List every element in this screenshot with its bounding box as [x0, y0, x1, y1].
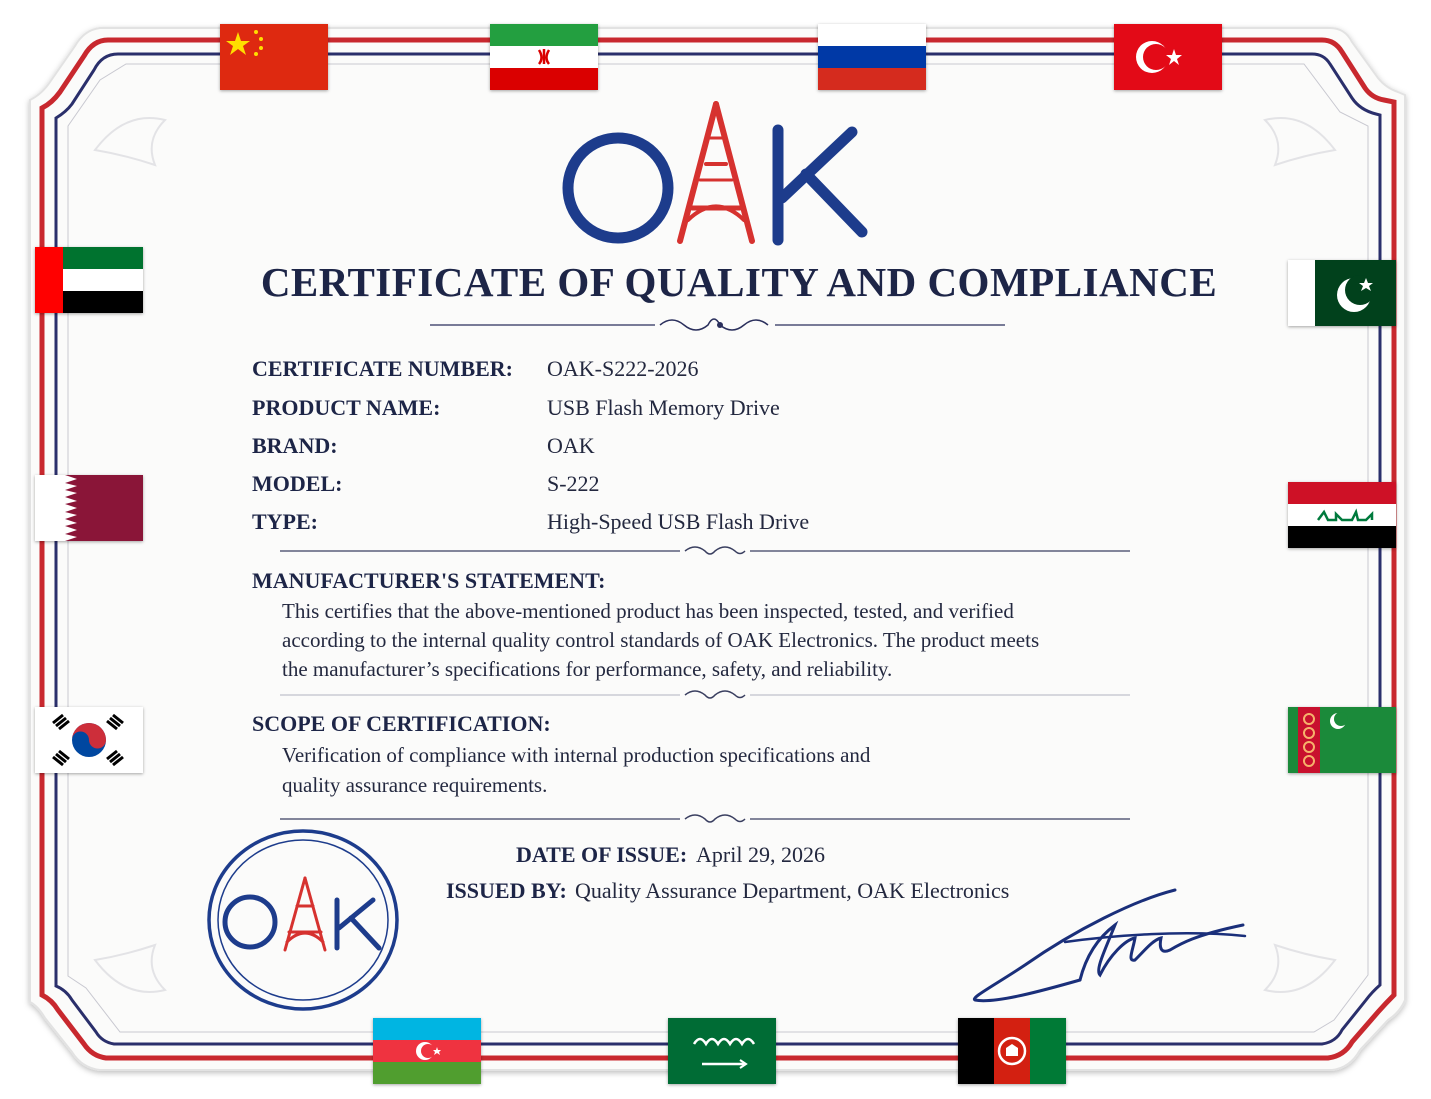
certificate-number-value: OAK-S222-2026 — [547, 356, 699, 381]
model-value: S-222 — [547, 471, 600, 496]
scope-line: quality assurance requirements. — [282, 773, 548, 797]
issued-by-label: ISSUED BY: — [446, 878, 567, 903]
scope-heading: SCOPE OF CERTIFICATION: — [252, 711, 551, 736]
russia-flag — [818, 24, 926, 90]
iran-flag — [490, 24, 598, 90]
brand-value: OAK — [547, 433, 595, 458]
section-divider — [280, 809, 1140, 829]
type-label: TYPE: — [252, 509, 318, 534]
issued-by-value: Quality Assurance Department, OAK Electronics — [575, 878, 1010, 903]
model-label: MODEL: — [252, 471, 343, 496]
type-value: High-Speed USB Flash Drive — [547, 509, 810, 534]
scope-line: Verification of compliance with internal production specifications and — [282, 743, 871, 767]
product-name-label: PRODUCT NAME: — [252, 395, 441, 420]
manufacturer-statement-line: This certifies that the above-mentioned product has been inspected, tested, and verified — [282, 599, 1014, 623]
date-of-issue-label: DATE OF ISSUE: — [516, 842, 688, 867]
certificate-title: CERTIFICATE OF QUALITY AND COMPLIANCE — [260, 259, 1218, 305]
date-of-issue-value: April 29, 2026 — [696, 842, 825, 867]
oak-logo — [560, 98, 880, 248]
turkmenistan-flag — [1288, 707, 1396, 773]
china-flag — [220, 24, 328, 90]
saudi-arabia-flag — [668, 1018, 776, 1084]
certificate-number-label: CERTIFICATE NUMBER: — [252, 356, 514, 381]
afghanistan-flag — [958, 1018, 1066, 1084]
pakistan-flag — [1288, 260, 1396, 326]
product-name-value: USB Flash Memory Drive — [547, 395, 780, 420]
signature — [965, 880, 1255, 1010]
section-divider — [280, 541, 1140, 561]
section-divider — [280, 685, 1140, 705]
manufacturer-statement-line: the manufacturer’s specifications for performance, safety, and reliability. — [282, 657, 893, 681]
title-divider — [430, 312, 1010, 340]
oak-seal — [203, 826, 403, 1016]
turkey-flag — [1114, 24, 1222, 90]
south-korea-flag — [35, 707, 143, 773]
brand-label: BRAND: — [252, 433, 338, 458]
manufacturer-statement-line: according to the internal quality control standards of OAK Electronics. The product meets — [282, 628, 1040, 652]
azerbaijan-flag — [373, 1018, 481, 1084]
uae-flag — [35, 247, 143, 313]
iraq-flag — [1288, 482, 1396, 548]
manufacturer-statement-heading: MANUFACTURER'S STATEMENT: — [252, 568, 606, 593]
qatar-flag — [35, 475, 143, 541]
